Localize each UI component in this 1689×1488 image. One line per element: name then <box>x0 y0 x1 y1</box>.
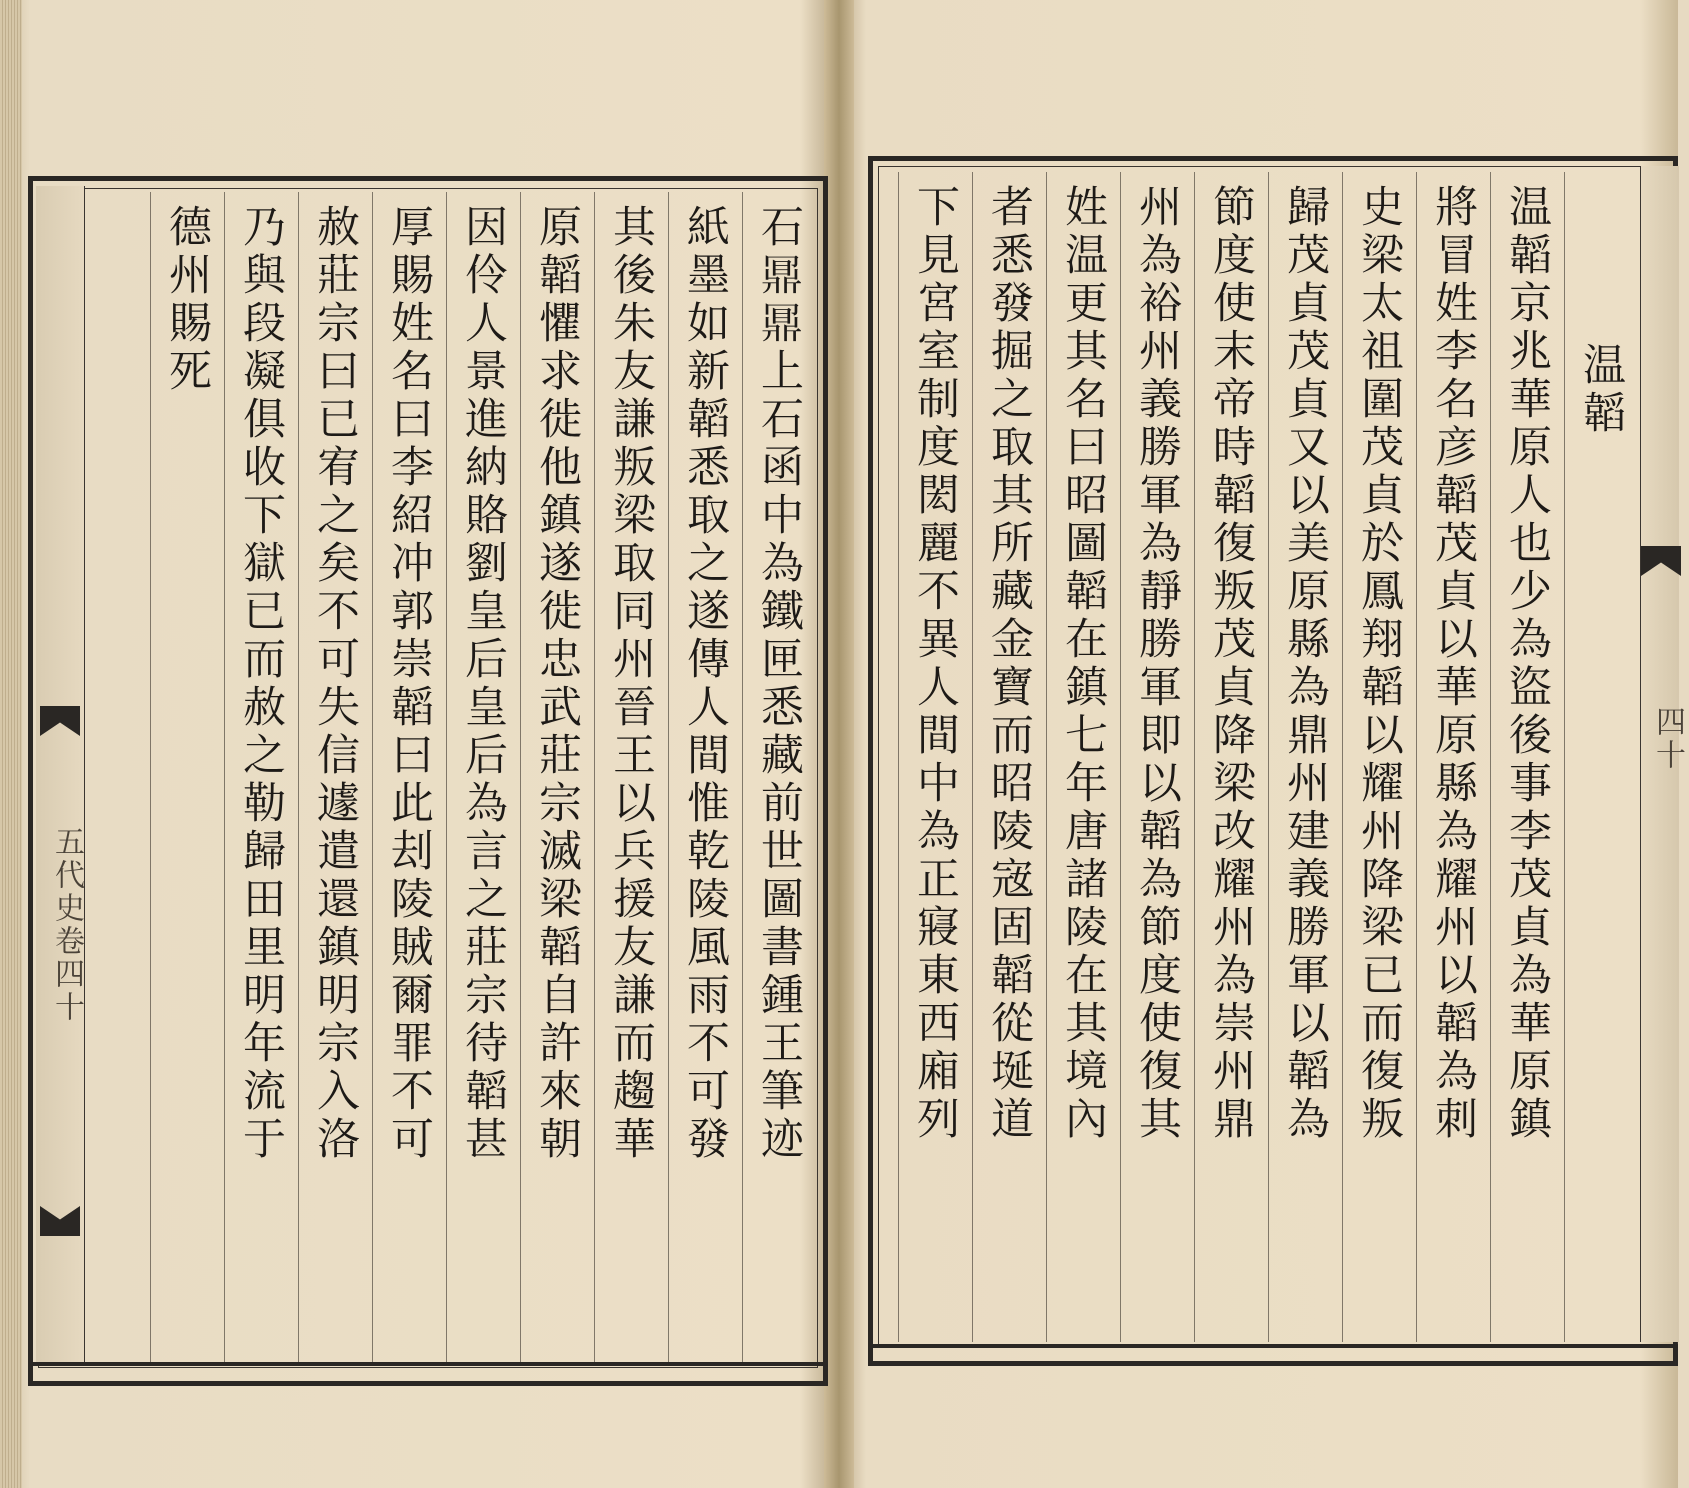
text-column: 者悉發掘之取其所藏金寶而昭陵宼固韜從埏道 <box>972 172 1046 1342</box>
section-heading: 温韜 <box>1564 172 1638 1342</box>
text-column: 乃與段凝俱收下獄已而赦之勒歸田里明年流于 <box>224 192 298 1362</box>
text-column: 石𪔃𪔃上石函中為鐵匣悉藏前世圖書鍾王筆迹 <box>742 192 816 1362</box>
text-column: 節度使末帝時韜復叛茂貞降梁改耀州為崇州鼎 <box>1194 172 1268 1342</box>
left-page-margin <box>36 186 85 1362</box>
text-column: 赦莊宗曰已宥之矣不可失信遽遣還鎮明宗入洛 <box>298 192 372 1362</box>
text-column: 因伶人景進納賂劉皇后皇后為言之莊宗待韜甚 <box>446 192 520 1362</box>
text-column: 厚賜姓名曰李紹冲郭崇韜曰此刦陵賊爾罪不可 <box>372 192 446 1362</box>
text-column: 姓温更其名曰昭圖韜在鎮七年唐諸陵在其境內 <box>1046 172 1120 1342</box>
fish-tail-ornament-top <box>1641 546 1681 576</box>
right-page-text <box>882 172 1638 1348</box>
text-column: 史梁太祖圍茂貞於鳳翔韜以耀州降梁已而復叛 <box>1342 172 1416 1342</box>
fish-tail-ornament-bottom <box>40 1206 80 1236</box>
text-column: 其後朱友謙叛梁取同州晉王以兵援友謙而趨華 <box>594 192 668 1362</box>
text-column: 原韜懼求徙他鎮遂徙忠武莊宗滅梁韜自許來朝 <box>520 192 594 1362</box>
right-bottom-rule <box>868 1344 1678 1348</box>
page-edges <box>0 0 22 1488</box>
text-column: 下見宮室制度閎麗不異人間中為正寢東西廂列 <box>898 172 972 1342</box>
left-page-text <box>86 192 816 1362</box>
text-column: 紙墨如新韜悉取之遂傳人間惟乾陵風雨不可發 <box>668 192 742 1362</box>
text-column: 將冒姓李名彦韜茂貞以華原縣為耀州以韜為刺 <box>1416 172 1490 1342</box>
text-column: 德州賜死 <box>150 192 224 1362</box>
right-margin-label: 四十 <box>1650 706 1685 772</box>
blank-column <box>86 192 150 1362</box>
text-column: 温韜京兆華原人也少為盜後事李茂貞為華原鎮 <box>1490 172 1564 1342</box>
text-column: 州為裕州義勝軍為靜勝軍即以韜為節度使復其 <box>1120 172 1194 1342</box>
left-margin-label: 五代史卷四十 <box>49 826 84 1024</box>
fish-tail-ornament-top <box>40 706 80 736</box>
left-bottom-rule <box>28 1362 828 1366</box>
right-page-margin <box>1640 166 1685 1342</box>
book-gutter <box>824 0 854 1488</box>
text-column: 歸茂貞茂貞又以美原縣為鼎州建義勝軍以韜為 <box>1268 172 1342 1342</box>
